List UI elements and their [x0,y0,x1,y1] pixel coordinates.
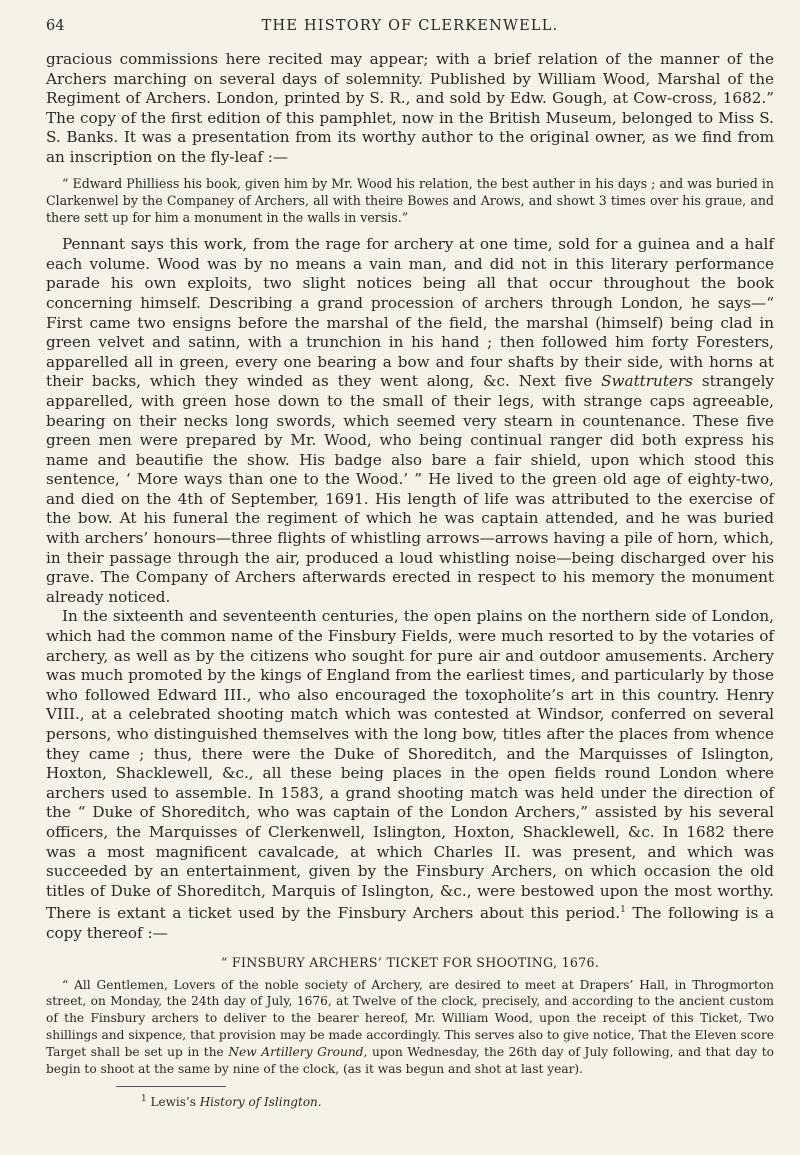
running-title: THE HISTORY OF CLERKENWELL. [261,18,559,34]
paragraph-2 [46,235,774,607]
body-text [46,50,774,1110]
paragraph-3-part-a: In the sixteenth and seventeenth centuries, the open plains on the northern side of London, which had the common name of the Finsbury Fields, were much resorted to by the votaries of archery, as well as by the citizens who sought for pure air and outdoor amusements. Archery was much promoted by the kings of England from the earliest times, and particularly by those who followed Edward III., who also encouraged the toxopholite’s art in this country. Henry VIII., at a celebrated shooting match which was contested at Windsor, conferred on several persons, who distinguished themselves with the long bow, titles after the places from whence they came ; thus, there were the Duke of Shoreditch, and the Marquisses of Islington, Hoxton, Shacklewell, &c., all these being places in the open fields round London where archers used to assemble. In 1583, a grand shooting match was held under the direction of the “ Duke of Shoreditch, who was captain of the London Archers,” assisted by his several officers, the Marquisses of Clerkenwell, Islington, Hoxton, Shacklewell, &c. In 1682 there was a most magnificent cavalcade, at which Charles II. was present, and which was succeeded by an entertainment, given by the Finsbury Archers, on which occasion the old titles of Duke of Shoreditch, Marquis of Islington, &c., were bestowed upon the most worthy. There is extant a ticket used by the Finsbury Archers about this period. [46,607,774,923]
page-number: 64 [46,18,65,34]
quotation-inscription: “ Edward Philliess his book, given him by Mr. Wood his relation, the best auther in his days ; and was buried in Clarkenwel by the Companey of Archers, all with theire Bowes and Arows, and showt 3 times over his graue, and there sett up for him a monument in the walls in versis.” [46,175,774,225]
paragraph-3-part-b: The following is a copy thereof :— [46,904,774,943]
footnote [141,1091,774,1110]
ticket-heading: “ FINSBURY ARCHERS’ TICKET FOR SHOOTING, 1676. [220,954,600,970]
italic-term-swattruters: Swattruters [601,372,693,391]
italic-term-new-artillery-ground: New Artillery Ground [228,1044,364,1059]
paragraph-3 [46,607,774,943]
paragraph-1: gracious commissions here recited may appear; with a brief relation of the manner of the Archers marching on several days of solemnity. Published by William Wood, Marshal of the Regiment of Archers. London, printed by S. R., and sold by Edw. Gough, at Cow-cross, 1682.” The copy of the first edition of this pamphlet, now in the British Museum, belonged to Miss S. S. Banks. It was a presentation from its worthy author to the original owner, as we find from an inscription on the fly-leaf :— [46,50,774,166]
paragraph-2-part-b: strangely apparelled, with green hose down to the small of their legs, with strange caps agreeable, bearing on their necks long swords, which seemed very stearn in countenance. These five green men were prepared by Mr. Wood, who being continual ranger did both express his name and beautifie the show. His badge also bare a fair shield, upon which stood this sentence, ‘ More ways than one to the Wood.’ ” He lived to the green old age of eighty-two, and died on the 4th of September, 1691. His length of life was attributed to the exercise of the bow. At his funeral the regiment of which he was captain attended, and he was buried with archers’ honours—three flights of whistling arrows—arrows having a pile of horn, which, in their passage through the air, produced a loud whistling noise—being discharged over his grave. The Company of Archers afterwards erected in respect to his memory the monument already noticed. [46,372,775,606]
page-header [46,18,774,50]
footnote-divider [116,1086,226,1087]
footnote-title: History of Islington. [199,1095,322,1110]
footnote-marker: 1 [141,1094,147,1105]
ticket-text-part-a: “ All Gentlemen, Lovers of the noble society of Archery, are desired to meet at Drapers’ Hall, in Throgmorton street, on Monday, the 24th day of July, 1676, at Twelve of the clock, precisely, and according to the ancient custom of the Finsbury archers to deliver to the bearer hereof, Mr. William Wood, upon the receipt of this Ticket, Two shillings and sixpence, that provision may be made accordingly. This serves also to give notice, That the Eleven score Target shall be set up in the [46,977,774,1059]
footnote-reference: 1 [620,905,626,916]
footnote-author: Lewis’s [146,1095,200,1110]
ticket-text-part-b: , upon Wednesday, the 26th day of July following, and that day to begin to shoot at the same by nine of the clock, (as it was begun and shot at last year). [46,1044,774,1076]
paragraph-2-part-a: Pennant says this work, from the rage for archery at one time, sold for a guinea and a half each volume. Wood was by no means a vain man, and did not in this literary performance parade his own exploits, two slight notices being all that occur throughout the book concerning himself. Describing a grand procession of archers through London, he says—“ First came two ensigns before the marshal of the field, the marshal (himself) being clad in green velvet and satinn, with a trunchion in his hand ; then followed him forty Foresters, apparelled all in green, every one bearing a bow and four shafts by their side, with horns at their backs, which they winded as they went along, &c. Next five [46,235,774,391]
ticket-text [46,977,774,1078]
